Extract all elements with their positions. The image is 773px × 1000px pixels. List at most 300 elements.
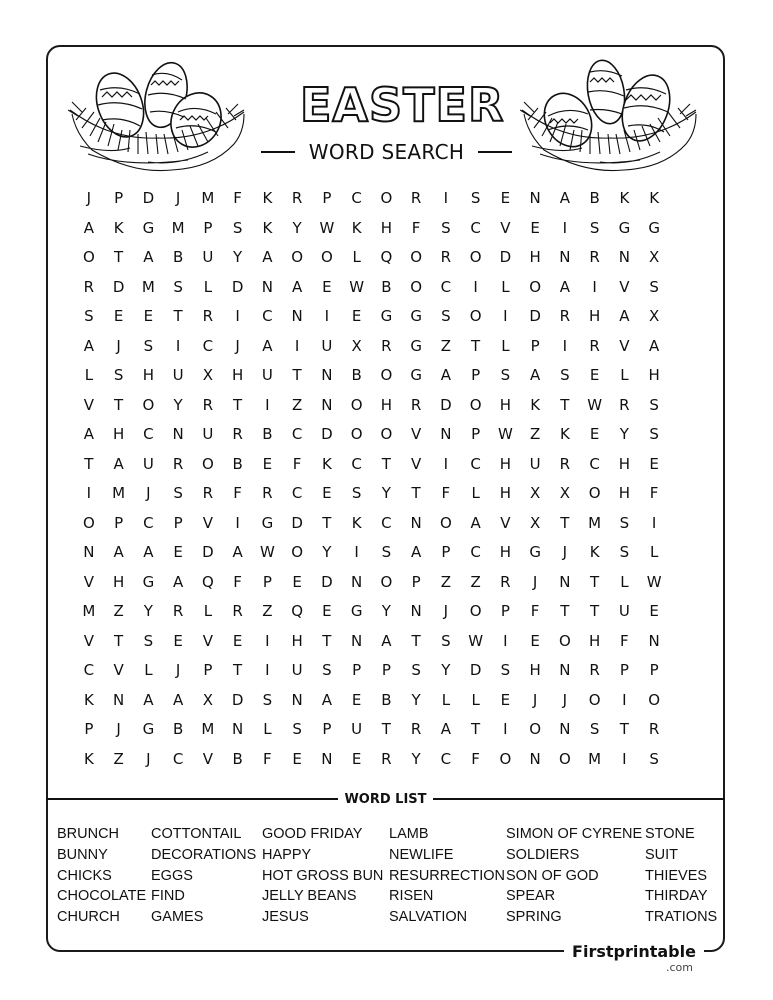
grid-letter: I (443, 454, 449, 473)
grid-letter: H (291, 631, 303, 650)
grid-letter: B (172, 720, 184, 738)
grid-letter: E (292, 572, 302, 591)
word-list-item: TRATIONS (645, 909, 718, 926)
grid-letter: S (381, 543, 392, 561)
grid-letter: Y (381, 602, 391, 620)
grid-letter: M (201, 720, 215, 738)
word-list-column (262, 824, 383, 928)
grid-letter: N (529, 749, 541, 768)
grid-letter: E (351, 307, 362, 325)
grid-letter: J (443, 602, 449, 620)
grid-letter: M (112, 484, 126, 502)
grid-letter: S (143, 336, 154, 355)
grid-letter: N (321, 395, 333, 414)
grid-letter: K (321, 454, 332, 473)
grid-letter: H (588, 307, 601, 325)
grid-letter: O (588, 690, 601, 709)
word-list-rule-left (46, 798, 338, 800)
grid-letter: D (529, 307, 541, 325)
grid-letter: I (324, 307, 330, 325)
grid-row (74, 243, 670, 273)
grid-letter: C (83, 661, 95, 679)
grid-letter: G (618, 218, 631, 237)
grid-letter: A (529, 366, 541, 384)
grid-letter: I (473, 277, 478, 296)
grid-letter: C (262, 307, 273, 325)
grid-letter: V (619, 277, 630, 296)
grid-letter: C (291, 484, 303, 502)
grid-letter: S (411, 661, 421, 679)
grid-letter: T (322, 513, 332, 532)
easter-eggs-nest-illustration-left (68, 50, 248, 175)
grid-letter: I (86, 484, 92, 502)
grid-letter: O (558, 631, 571, 650)
grid-letter: T (560, 395, 570, 414)
grid-letter: L (471, 484, 480, 502)
grid-letter: N (351, 631, 363, 650)
grid-letter: S (589, 218, 600, 237)
grid-letter: T (411, 484, 421, 502)
grid-letter: J (562, 690, 568, 709)
grid-letter: A (143, 690, 154, 709)
grid-letter: U (172, 366, 184, 384)
grid-letter: X (648, 307, 660, 325)
grid-letter: G (142, 218, 155, 237)
grid-letter: X (559, 484, 571, 502)
grid-letter: A (143, 248, 154, 266)
grid-row (74, 715, 670, 745)
grid-letter: N (410, 513, 422, 532)
grid-letter: H (112, 425, 125, 443)
word-list-item: SUIT (645, 846, 679, 863)
word-list-item: SPEAR (506, 888, 556, 905)
grid-letter: A (619, 307, 630, 325)
grid-letter: O (499, 749, 512, 768)
subtitle-row (255, 138, 518, 166)
grid-letter: N (559, 661, 571, 679)
grid-letter: N (618, 248, 630, 266)
grid-letter: S (441, 631, 451, 650)
grid-letter: I (175, 336, 181, 355)
word-list-item: SALVATION (389, 909, 468, 926)
grid-letter: O (320, 248, 333, 266)
grid-letter: P (322, 189, 332, 207)
grid-letter: T (322, 631, 332, 650)
grid-letter: P (619, 661, 629, 679)
grid-letter: G (350, 602, 363, 620)
grid-letter: A (262, 336, 273, 355)
grid-letter: E (322, 277, 332, 296)
grid-letter: K (351, 218, 362, 237)
grid-letter: O (82, 513, 95, 532)
grid-letter: L (203, 602, 213, 620)
grid-letter: R (559, 307, 571, 325)
grid-letter: F (292, 454, 302, 473)
grid-letter: O (439, 513, 452, 532)
grid-letter: D (142, 189, 155, 207)
word-list-rule-right (433, 798, 725, 800)
word-list-item: RESURRECTION (389, 867, 506, 884)
grid-letter: R (232, 425, 243, 443)
word-list-item: LAMB (389, 826, 429, 842)
word-list-item: SIMON OF CYRENE (506, 826, 643, 842)
grid-letter: X (529, 484, 541, 502)
grid-letter: V (83, 631, 94, 650)
grid-letter: O (142, 395, 155, 414)
grid-letter: V (619, 336, 630, 355)
grid-letter: A (470, 513, 481, 532)
grid-letter: T (560, 513, 570, 532)
grid-letter: A (648, 336, 660, 355)
grid-letter: S (113, 366, 124, 384)
grid-letter: P (381, 661, 391, 679)
grid-letter: K (619, 189, 630, 207)
grid-letter: P (500, 602, 510, 620)
grid-letter: B (172, 248, 184, 266)
grid-letter: R (589, 661, 600, 679)
grid-letter: A (83, 425, 94, 443)
grid-letter: U (291, 661, 303, 679)
grid-letter: P (471, 425, 481, 443)
grid-letter: R (619, 395, 630, 414)
grid-letter: C (202, 336, 214, 355)
grid-letter: O (82, 248, 95, 266)
grid-letter: E (589, 425, 600, 443)
grid-letter: C (351, 454, 362, 473)
grid-letter: Z (529, 425, 541, 443)
grid-letter: B (232, 749, 243, 768)
grid-letter: A (440, 366, 451, 384)
word-list-column (151, 824, 256, 928)
grid-letter: N (440, 425, 452, 443)
grid-row (74, 745, 670, 775)
grid-letter: M (171, 218, 185, 237)
grid-letter: X (648, 248, 660, 266)
grid-letter: O (291, 543, 304, 561)
grid-letter: D (321, 425, 333, 443)
grid-letter: W (319, 218, 335, 237)
word-list-item: SOLDIERS (506, 846, 580, 863)
grid-letter: Z (291, 395, 303, 414)
grid-letter: J (175, 189, 181, 207)
grid-letter: N (321, 749, 333, 768)
grid-row (74, 450, 670, 480)
grid-letter: E (322, 484, 332, 502)
grid-letter: L (144, 661, 153, 679)
grid-letter: S (262, 690, 273, 709)
grid-letter: Y (411, 749, 421, 768)
grid-letter: R (83, 277, 95, 296)
grid-letter: M (588, 513, 602, 532)
subtitle-rule-right (478, 151, 512, 153)
grid-letter: Y (233, 248, 243, 266)
grid-letter: L (501, 277, 510, 296)
grid-letter: Y (619, 425, 629, 443)
grid-letter: E (173, 543, 183, 561)
grid-letter: T (590, 572, 600, 591)
grid-letter: H (231, 366, 244, 384)
word-list-item: STONE (645, 826, 695, 842)
grid-row (74, 214, 670, 244)
grid-letter: J (116, 720, 121, 738)
grid-letter: R (381, 749, 392, 768)
grid-letter: H (529, 248, 541, 266)
word-list-item: DECORATIONS (151, 846, 257, 863)
grid-letter: S (649, 277, 659, 296)
grid-letter: A (291, 277, 303, 296)
grid-letter: N (529, 189, 541, 207)
grid-letter: I (622, 749, 627, 768)
grid-letter: N (410, 602, 422, 620)
grid-letter: S (649, 425, 659, 443)
word-list-item: SPRING (506, 909, 562, 926)
grid-letter: G (410, 366, 422, 384)
grid-letter: F (441, 484, 451, 502)
grid-letter: J (562, 543, 568, 561)
grid-letter: W (497, 425, 513, 443)
word-list-item: CHURCH (57, 909, 120, 926)
grid-letter: F (233, 572, 242, 591)
grid-letter: D (231, 690, 244, 709)
word-list-item: BUNNY (57, 846, 108, 863)
grid-letter: S (560, 366, 570, 384)
word-list-header (46, 788, 725, 810)
grid-letter: U (261, 366, 273, 384)
grid-letter: J (116, 336, 121, 355)
grid-letter: T (411, 631, 421, 650)
grid-letter: R (410, 720, 422, 738)
grid-letter: R (232, 602, 243, 620)
grid-letter: N (83, 543, 95, 561)
grid-letter: K (83, 749, 94, 768)
grid-letter: B (232, 454, 243, 473)
grid-letter: A (559, 189, 570, 207)
grid-letter: A (262, 248, 273, 266)
grid-letter: O (350, 425, 363, 443)
grid-letter: E (322, 602, 332, 620)
grid-letter: T (233, 661, 243, 679)
grid-letter: R (559, 454, 571, 473)
grid-letter: L (352, 248, 361, 266)
grid-letter: L (620, 366, 629, 384)
grid-letter: E (649, 454, 659, 473)
grid-letter: V (202, 749, 213, 768)
grid-letter: O (380, 189, 393, 207)
grid-letter: O (529, 720, 542, 738)
grid-letter: T (619, 720, 629, 738)
grid-letter: D (469, 661, 482, 679)
grid-letter: K (83, 690, 94, 709)
grid-letter: H (499, 395, 512, 414)
grid-letter: C (440, 277, 452, 296)
grid-letter: K (262, 189, 273, 207)
word-list-item: GAMES (151, 909, 204, 926)
grid-letter: N (559, 248, 571, 266)
word-list-item: COTTONTAIL (151, 826, 242, 842)
grid-letter: T (381, 454, 391, 473)
grid-letter: S (619, 543, 630, 561)
grid-letter: R (172, 454, 184, 473)
grid-letter: T (233, 395, 243, 414)
grid-letter: A (321, 690, 332, 709)
grid-letter: A (83, 336, 94, 355)
grid-letter: S (649, 395, 659, 414)
grid-letter: U (142, 454, 154, 473)
grid-letter: E (351, 749, 362, 768)
grid-letter: I (503, 720, 508, 738)
grid-row (74, 627, 670, 657)
grid-letter: E (292, 749, 302, 768)
grid-letter: V (202, 631, 213, 650)
grid-letter: S (619, 513, 630, 532)
grid-letter: S (322, 661, 332, 679)
grid-letter: D (321, 572, 333, 591)
grid-letter: S (441, 307, 451, 325)
grid-letter: R (202, 395, 214, 414)
grid-letter: L (501, 336, 510, 355)
grid-letter: I (443, 189, 449, 207)
grid-letter: A (83, 218, 94, 237)
grid-letter: W (468, 631, 484, 650)
grid-letter: E (173, 631, 183, 650)
grid-letter: B (381, 277, 392, 296)
grid-row (74, 538, 670, 568)
grid-letter: I (622, 690, 627, 709)
brand-name: Firstprintable (572, 942, 696, 961)
grid-letter: A (172, 572, 184, 591)
grid-letter: K (351, 513, 362, 532)
grid-letter: M (201, 189, 215, 207)
grid-letter: X (202, 690, 214, 709)
word-list-item: SON OF GOD (506, 867, 599, 884)
grid-letter: C (470, 543, 481, 561)
brand-logo (564, 941, 704, 963)
grid-letter: Z (113, 749, 124, 768)
grid-letter: P (203, 218, 213, 237)
word-list-item: CHOCOLATE (57, 888, 147, 905)
grid-letter: R (202, 484, 214, 502)
word-list-column (389, 824, 505, 928)
grid-letter: Y (322, 543, 332, 561)
page-title: EASTER (300, 78, 505, 132)
grid-letter: O (410, 277, 423, 296)
grid-letter: W (259, 543, 275, 561)
grid-letter: T (560, 602, 570, 620)
grid-letter: Z (262, 602, 273, 620)
word-list-item: JELLY BEANS (262, 888, 357, 905)
grid-letter: I (562, 218, 568, 237)
grid-letter: A (381, 631, 392, 650)
grid-letter: W (646, 572, 662, 591)
grid-letter: J (532, 690, 538, 709)
grid-letter: C (172, 749, 184, 768)
grid-row (74, 420, 670, 450)
grid-letter: O (380, 572, 393, 591)
grid-row (74, 656, 670, 686)
grid-letter: O (410, 248, 423, 266)
grid-row (74, 273, 670, 303)
grid-letter: Y (292, 218, 302, 237)
grid-letter: P (322, 720, 332, 738)
grid-letter: B (262, 425, 273, 443)
grid-letter: C (589, 454, 600, 473)
grid-letter: V (83, 572, 94, 591)
grid-letter: C (143, 513, 154, 532)
grid-letter: K (559, 425, 570, 443)
grid-letter: J (532, 572, 538, 591)
grid-letter: T (84, 454, 94, 473)
grid-letter: I (562, 336, 568, 355)
grid-letter: D (440, 395, 452, 414)
grid-letter: T (114, 248, 124, 266)
word-list-item: BRUNCH (57, 826, 120, 842)
grid-row (74, 686, 670, 716)
grid-letter: C (470, 454, 481, 473)
grid-letter: K (113, 218, 124, 237)
grid-letter: A (172, 690, 184, 709)
grid-letter: I (354, 543, 359, 561)
grid-letter: W (587, 395, 603, 414)
grid-letter: K (262, 218, 273, 237)
subtitle: WORD SEARCH (308, 140, 465, 164)
grid-letter: G (142, 720, 155, 738)
grid-letter: H (618, 454, 631, 473)
grid-letter: O (588, 484, 601, 502)
grid-letter: S (173, 484, 183, 502)
grid-letter: E (589, 366, 600, 384)
grid-letter: K (649, 189, 660, 207)
grid-letter: L (263, 720, 272, 738)
grid-letter: E (351, 690, 362, 709)
grid-letter: J (86, 189, 92, 207)
easter-eggs-nest-illustration-right (520, 50, 700, 175)
grid-letter: I (235, 307, 240, 325)
grid-letter: S (441, 218, 451, 237)
grid-letter: L (471, 690, 480, 709)
word-list-item: RISEN (389, 888, 434, 905)
grid-letter: S (143, 631, 154, 650)
grid-letter: D (499, 248, 512, 266)
grid-letter: I (592, 277, 597, 296)
grid-letter: N (648, 631, 660, 650)
grid-letter: S (500, 661, 511, 679)
grid-letter: F (649, 484, 659, 502)
grid-letter: O (469, 602, 482, 620)
grid-letter: S (351, 484, 362, 502)
grid-letter: C (440, 749, 452, 768)
grid-letter: U (529, 454, 541, 473)
grid-letter: R (440, 248, 452, 266)
grid-letter: Z (113, 602, 124, 620)
grid-letter: W (349, 277, 365, 296)
grid-letter: E (232, 631, 243, 650)
grid-letter: H (499, 454, 512, 473)
grid-letter: P (114, 189, 124, 207)
grid-row (74, 332, 670, 362)
grid-letter: T (471, 336, 481, 355)
grid-letter: K (589, 543, 600, 561)
grid-letter: O (558, 749, 571, 768)
grid-letter: Y (381, 484, 391, 502)
grid-row (74, 302, 670, 332)
grid-letter: A (113, 454, 124, 473)
letter-grid (74, 184, 670, 774)
grid-letter: N (351, 572, 363, 591)
grid-row (74, 184, 670, 214)
grid-letter: Q (291, 602, 304, 620)
grid-letter: I (265, 631, 270, 650)
grid-letter: N (559, 572, 571, 591)
